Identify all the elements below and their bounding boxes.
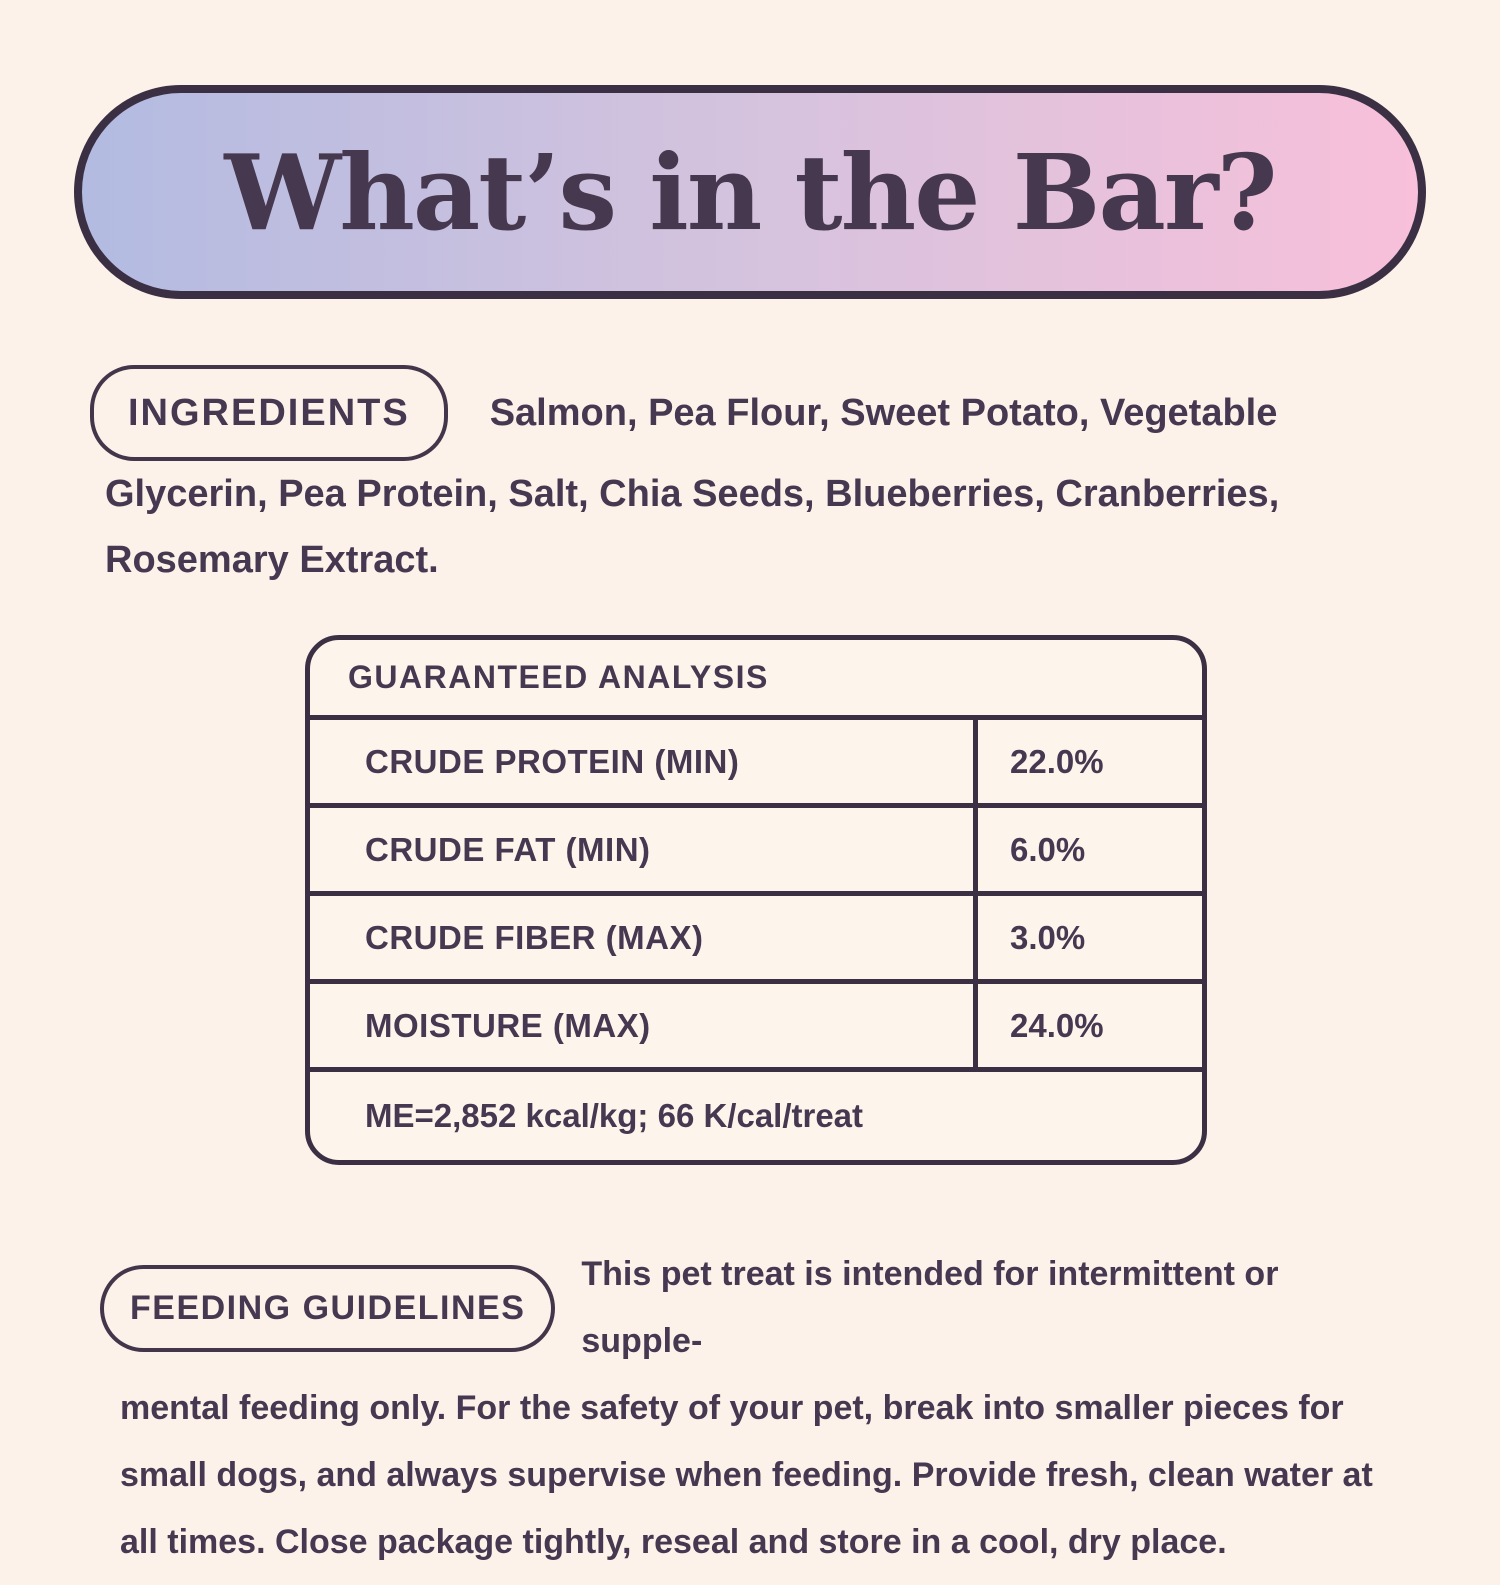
moisture-value: 24.0%	[1010, 1006, 1104, 1044]
crude-fat-label: CRUDE FAT (MIN)	[310, 808, 978, 891]
table-row-crude-fiber	[310, 896, 1202, 984]
calorie-content-statement: ME=2,852 kcal/kg; 66 K/cal/treat	[365, 1097, 864, 1134]
ingredients-text-line-1: Salmon, Pea Flour, Sweet Potato, Vegetable	[489, 392, 1278, 434]
crude-protein-value: 22.0%	[1010, 742, 1104, 780]
ingredients-badge: INGREDIENTS	[90, 365, 448, 461]
feeding-guidelines-badge: FEEDING GUIDELINES	[100, 1265, 555, 1352]
crude-fiber-value: 3.0%	[1010, 918, 1086, 956]
guaranteed-analysis-title: GUARANTEED ANALYSIS	[310, 640, 1202, 720]
crude-fiber-label: CRUDE FIBER (MAX)	[310, 896, 978, 979]
crude-fat-value: 6.0%	[1010, 830, 1086, 868]
moisture-label: MOISTURE (MAX)	[310, 984, 978, 1067]
ingredients-section	[90, 365, 1405, 593]
feeding-first-line	[100, 1241, 1400, 1375]
ingredients-text-line-2: Glycerin, Pea Protein, Salt, Chia Seeds, Blueberries, Cranberries,	[105, 473, 1280, 515]
title-banner	[74, 85, 1426, 299]
feeding-text-line-2: mental feeding only. For the safety of your pet, break into smaller pieces for	[120, 1389, 1344, 1427]
feeding-guidelines-section	[100, 1241, 1400, 1576]
feeding-text-line-3: small dogs, and always supervise when feeding. Provide fresh, clean water at	[120, 1456, 1373, 1494]
ingredients-text-line-3: Rosemary Extract.	[105, 539, 439, 581]
crude-protein-label: CRUDE PROTEIN (MIN)	[310, 720, 978, 803]
feeding-text-line-1: This pet treat is intended for intermittent or supple-	[581, 1255, 1279, 1360]
ingredients-first-line	[90, 365, 1405, 461]
guaranteed-analysis-table	[305, 635, 1207, 1165]
page-title: What’s in the Bar?	[224, 130, 1276, 254]
table-row-crude-fat	[310, 808, 1202, 896]
table-row-crude-protein	[310, 720, 1202, 808]
feeding-text-line-4: all times. Close package tightly, reseal and store in a cool, dry place.	[120, 1523, 1227, 1561]
table-row-moisture	[310, 984, 1202, 1072]
pet-treat-label-panel	[0, 85, 1500, 1585]
